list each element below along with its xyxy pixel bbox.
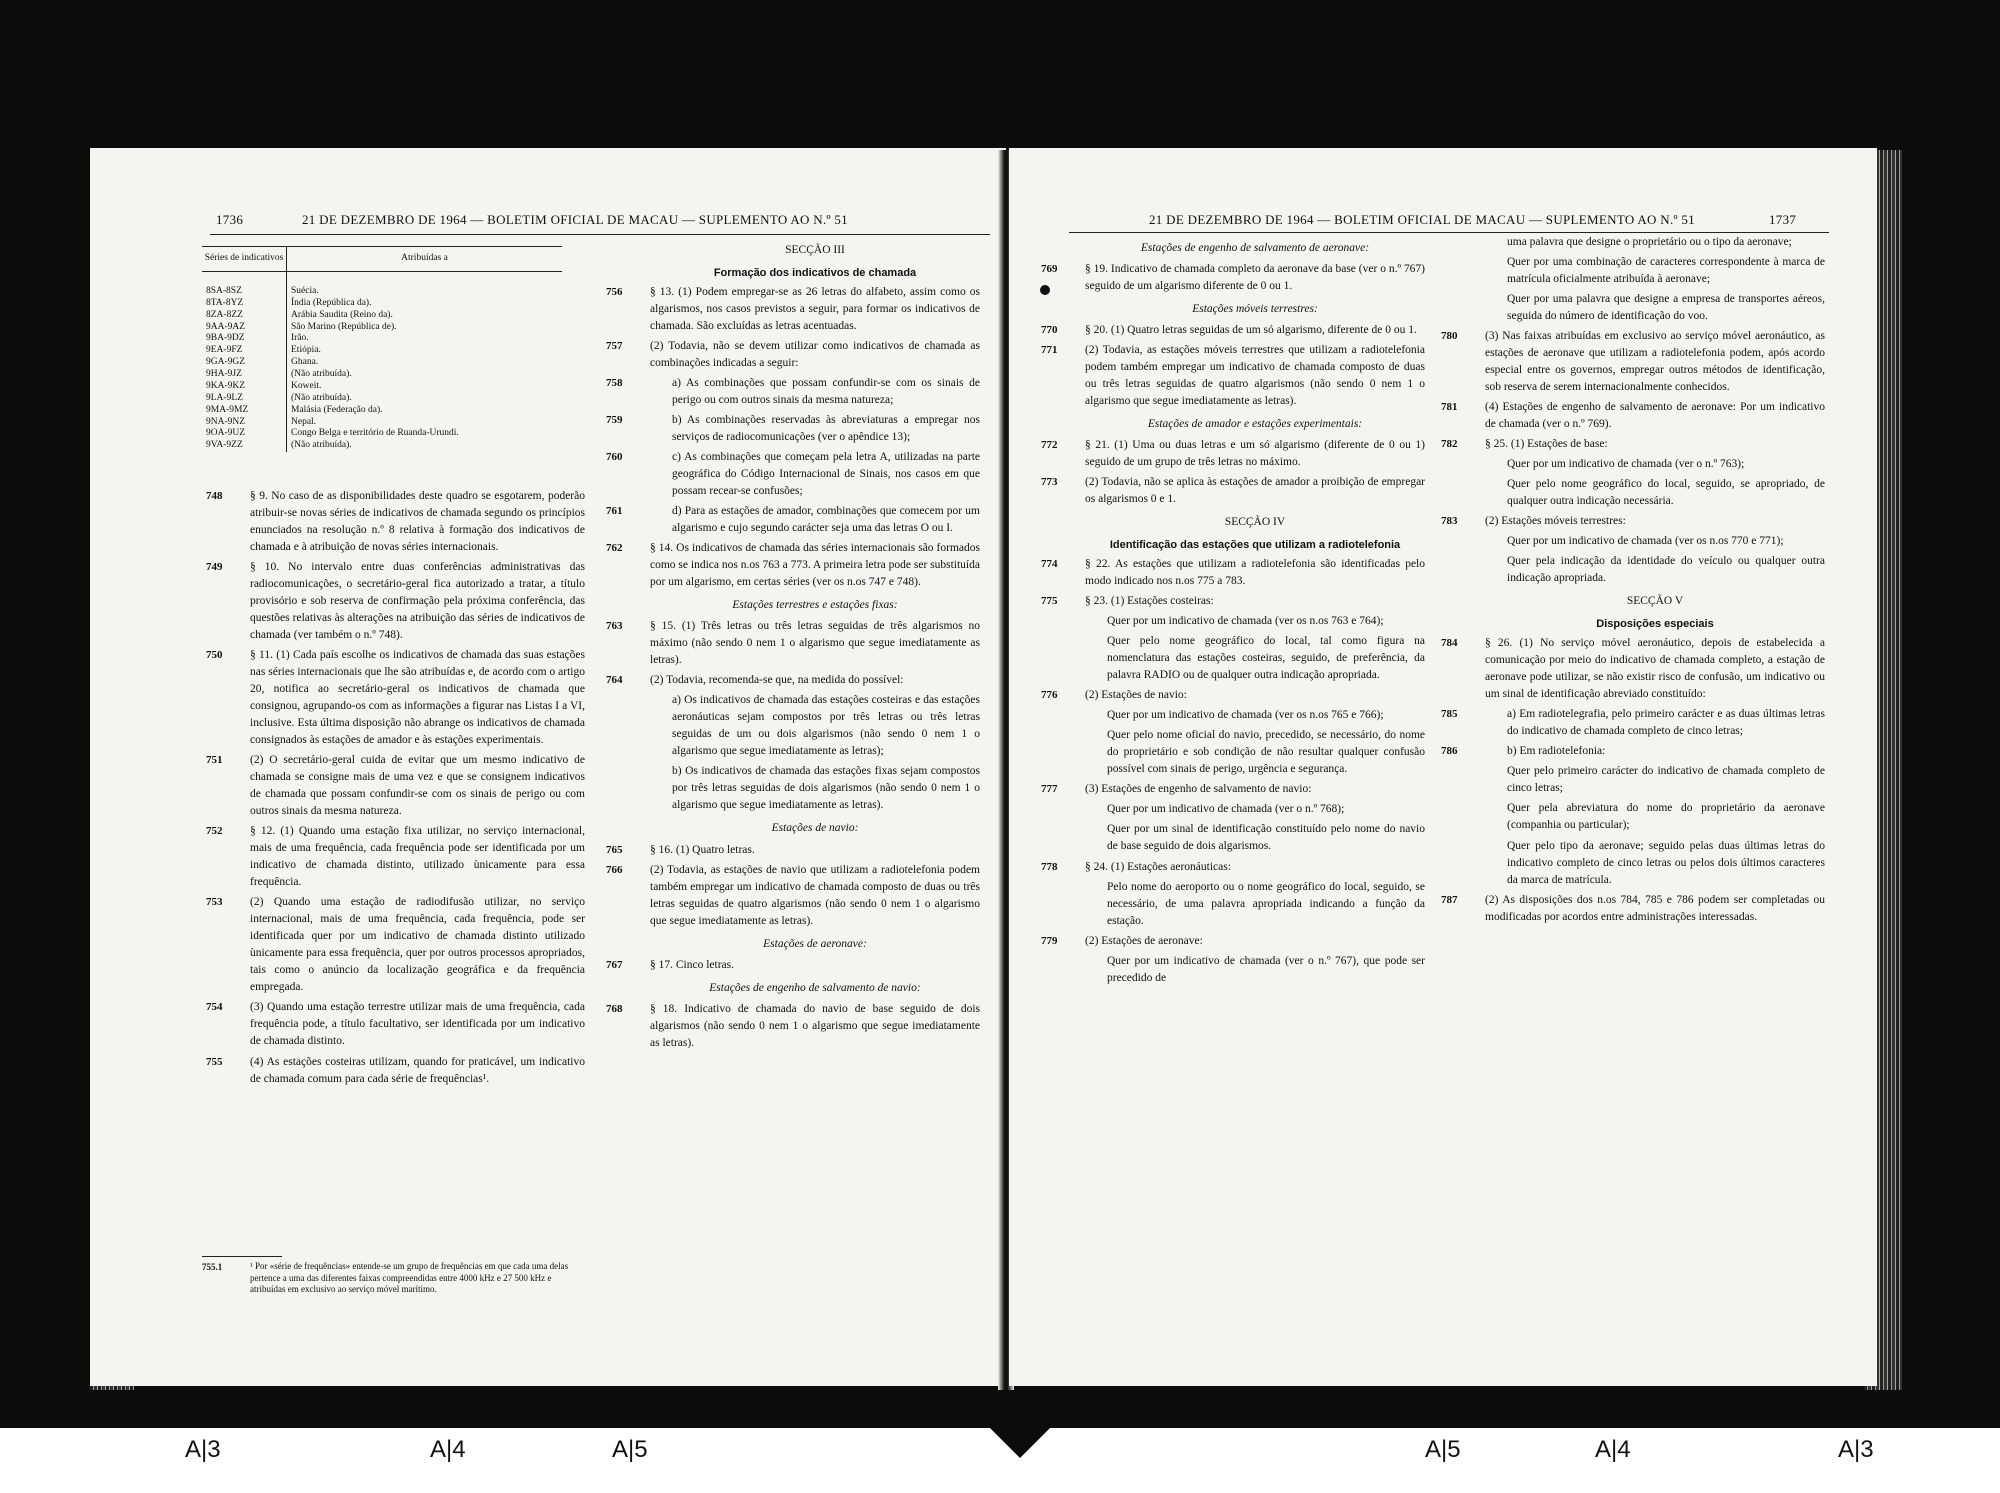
paragraph <box>606 618 980 669</box>
paragraph <box>1041 474 1425 508</box>
paragraph <box>1041 781 1425 798</box>
paragraph-text: Quer por um indicativo de chamada (ver o n.º 767), que pode ser precedido de <box>1107 954 1425 984</box>
paragraph-number: 765 <box>606 843 623 856</box>
subheading: Estações terrestres e estações fixas: <box>732 599 898 612</box>
paragraph <box>206 647 585 749</box>
paragraph-number: 780 <box>1441 330 1458 343</box>
paragraph-text: § 19. Indicativo de chamada completo da aeronave da base (ver o n.º 767) seguido de um algarismo diferente de 0 ou 1. <box>1085 263 1425 293</box>
footnote-text: ¹ Por «série de frequências» entende-se um grupo de frequências em que cada uma delas pertence a uma das diferentes faixas compreendidas entre 4000 kHz e 27 500 kHz e atribuídas em exclusivo ao serviço móvel marítimo. <box>250 1261 569 1295</box>
paragraph-text: § 15. (1) Três letras ou três letras seguidas de três algarismos no máximo (não sendo 0 nem 1 o algarismo que segue imediatamente as letras). <box>650 620 980 667</box>
paragraph <box>206 488 585 556</box>
paragraph-number: 779 <box>1041 934 1058 947</box>
paragraph-number: 754 <box>206 1001 223 1014</box>
film-marker: A|5 <box>612 1436 648 1463</box>
paragraph-text: a) Em radiotelegrafia, pelo primeiro carácter e as duas últimas letras do indicativo de chamada completo de cinco letras; <box>1507 708 1825 738</box>
paragraph <box>1041 859 1425 876</box>
paragraph-number: 751 <box>206 754 223 767</box>
paragraph-number: 787 <box>1441 893 1458 906</box>
paragraph-text: (2) O secretário-geral cuida de evitar que um mesmo indicativo de chamada se consigne mais de uma vez e que se consignem indicativos de chamada que possam confundir-se com os sinais de perigo ou com outros sinais da mesma natureza. <box>250 754 585 818</box>
series-code: 8SA-8SZ <box>202 271 287 297</box>
series-code: 9MA-9MZ <box>202 405 287 417</box>
table-row <box>202 369 562 381</box>
paragraph-text: § 13. (1) Podem empregar-se as 26 letras do alfabeto, assim como os algarismos, nos casos previstos a seguir, para formar os indicativos de chamada. São excluídas as letras acentuadas. <box>650 286 980 333</box>
paragraph-text: Quer pelo nome oficial do navio, precedido, se necessário, do nome do proprietário e sob condição de não resultar qualquer confusão possível com sinais de perigo, urgência e segurança. <box>1107 729 1425 776</box>
subheading: Estações de aeronave: <box>763 937 867 950</box>
paragraph-number: 782 <box>1441 438 1458 451</box>
paragraph-text: Quer pelo primeiro carácter do indicativo de chamada completo de cinco letras; <box>1507 765 1825 795</box>
paragraph <box>606 412 980 446</box>
paragraph-number: 781 <box>1441 401 1458 414</box>
paragraph-text: Pelo nome do aeroporto ou o nome geográfico do local, seguido, se necessário, de uma palavra apropriada indicando a função da estação. <box>1107 880 1425 927</box>
paragraph <box>1041 687 1425 704</box>
table-row <box>202 393 562 405</box>
paragraph-text: (2) Quando uma estação de radiodifusão utilizar, no serviço internacional, mais de uma frequência, cada frequência, pode ser identificada quer por um indicativo de chamada distinto utilizado ùnicamente para essa frequência, quer por outros processos apropriados, tais como o anúncio da localização geográfica e da frequência empregada. <box>250 896 585 994</box>
section-title: Disposições especiais <box>1596 618 1714 631</box>
paragraph-text: b) As combinações reservadas às abreviaturas a empregar nos serviços de radiocomunicações (ver o apêndice 13); <box>672 414 980 444</box>
paragraph-text: Quer por um indicativo de chamada (ver o n.º 763); <box>1507 458 1745 471</box>
series-country: (Não atribuída). <box>291 369 352 379</box>
paragraph-text: b) Os indicativos de chamada das estações fixas sejam compostos por três letras seguidas de dois algarismos (não sendo 0 nem 1 o algarismo que segue imediatamente as letras). <box>672 765 980 812</box>
paragraph-text: a) As combinações que possam confundir-se com os sinais de perigo ou com outros sinais da mesma natureza; <box>672 377 980 407</box>
paragraph <box>206 752 585 820</box>
paragraph <box>1485 800 1825 834</box>
paragraph-number: 766 <box>606 863 623 876</box>
paragraph-number: 783 <box>1441 515 1458 528</box>
paragraph-text: c) As combinações que começam pela letra A, utilizadas na parte geográfica do Código Internacional de Sinais, nos casos em que possam recear-se confusões; <box>672 451 980 498</box>
header-rule <box>210 234 990 235</box>
paragraph-number: 770 <box>1041 324 1058 337</box>
paragraph <box>1085 633 1425 684</box>
right-running-header: 21 DE DEZEMBRO DE 1964 — BOLETIM OFICIAL DE MACAU — SUPLEMENTO AO N.º 51 <box>1149 212 1695 227</box>
paragraph-number: 750 <box>206 649 223 662</box>
paragraph-number: 755 <box>206 1055 223 1068</box>
section-iii-label: SECÇÃO III <box>785 244 845 256</box>
paragraph <box>606 540 980 591</box>
subheading: Estações de amador e estações experimentais: <box>1147 418 1363 431</box>
paragraph <box>606 842 980 859</box>
paragraph-text: § 12. (1) Quando uma estação fixa utilizar, no serviço internacional, mais de uma frequência, cada frequência pode ser identificada por um indicativo de chamada distinto, utilizado ùnicamente para essa frequência. <box>250 825 585 889</box>
paragraph <box>1041 342 1425 410</box>
right-column-1 <box>1041 234 1425 990</box>
paragraph-number: 752 <box>206 825 223 838</box>
paragraph <box>1485 763 1825 797</box>
series-code: 8TA-8YZ <box>202 298 287 310</box>
paragraph-text: (3) Nas faixas atribuídas em exclusivo ao serviço móvel aeronáutico, as estações de aeronave que utilizam a radiotelefonia podem, após acordo especial entre os governos, empregar outros métodos de identificação, sob reserva de serem internacionalmente conhecidos. <box>1485 330 1825 394</box>
series-country: Nepal. <box>291 416 317 427</box>
paragraph-number: 775 <box>1041 595 1058 608</box>
paragraph <box>1085 953 1425 987</box>
paragraph-number: 771 <box>1041 344 1058 357</box>
paragraph <box>1485 533 1825 550</box>
paragraph-number: 768 <box>606 1002 623 1015</box>
series-code: 9VA-9ZZ <box>202 440 287 452</box>
left-page <box>90 148 1006 1386</box>
paragraph-text: § 25. (1) Estações de base: <box>1485 438 1608 451</box>
paragraph-text: § 14. Os indicativos de chamada das séries internacionais são formados como se indica nos n.os 763 a 773. A primeira letra pode ser substituída por um algarismo, em certas séries (ver os n.os 747 e 748). <box>650 542 980 589</box>
right-column-2 <box>1441 234 1825 929</box>
table-row <box>202 440 562 452</box>
paragraph-number: 784 <box>1441 637 1458 650</box>
paragraph-text: § 22. As estações que utilizam a radiotelefonia são identificadas pelo modo indicado nos n.os 775 a 783. <box>1085 558 1425 588</box>
paragraph <box>1085 879 1425 930</box>
paragraph <box>1041 556 1425 590</box>
paragraph-number: 776 <box>1041 689 1058 702</box>
paragraph-number: 756 <box>606 286 623 299</box>
paragraph <box>1485 291 1825 325</box>
paragraph-text: Quer por uma palavra que designe a empresa de transportes aéreos, seguida do número de identificação do voo. <box>1507 293 1825 323</box>
paragraph <box>1041 593 1425 610</box>
paragraph <box>1041 261 1425 295</box>
paragraph-text: § 24. (1) Estações aeronáuticas: <box>1085 860 1231 873</box>
paragraph <box>206 1054 585 1088</box>
film-notch <box>990 1428 1050 1458</box>
series-code: 9HA-9JZ <box>202 369 287 381</box>
paragraph-number: 764 <box>606 674 623 687</box>
paragraph-text: (2) Todavia, não se devem utilizar como indicativos de chamada as combinações indicadas a seguir: <box>650 340 980 370</box>
left-running-header: 21 DE DEZEMBRO DE 1964 — BOLETIM OFICIAL DE MACAU — SUPLEMENTO AO N.º 51 <box>302 212 848 227</box>
series-country: São Marino (República de). <box>291 321 397 332</box>
paragraph-number: 767 <box>606 958 623 971</box>
subheading: Estações de engenho de salvamento de navio: <box>709 981 921 994</box>
paragraph <box>1441 635 1825 703</box>
table-row <box>202 271 562 297</box>
paragraph-text: (2) Todavia, as estações móveis terrestres que utilizam a radiotelefonia podem também empregar um indicativo de chamada composto de duas ou três letras seguidas de quatro algarismos (não sendo 0 nem 1 o algarismo que segue imediatamente as letras). <box>1085 344 1425 408</box>
paragraph-number: 748 <box>206 490 223 502</box>
paragraph-text: § 18. Indicativo de chamada do navio de base seguido de dois algarismos (não sendo 0 nem 1 o algarismo que segue imediatamente as letras). <box>650 1002 980 1049</box>
paragraph-text: Quer pelo nome geográfico do local, seguido, se apropriado, de qualquer outra indicação necessária. <box>1507 478 1825 508</box>
table-row <box>202 322 562 334</box>
paragraph-text: Quer por um indicativo de chamada (ver os n.os 765 e 766); <box>1107 709 1384 722</box>
paragraph-text: (2) Todavia, recomenda-se que, na medida do possível: <box>650 674 904 687</box>
table-row <box>202 345 562 357</box>
series-country: Índia (República da). <box>291 297 372 308</box>
table-header-series: Séries de indicativos <box>202 247 287 272</box>
table-row <box>202 405 562 417</box>
paragraph <box>606 375 980 409</box>
paragraph <box>606 503 980 537</box>
subheading: Estações de engenho de salvamento de aeronave: <box>1140 242 1370 254</box>
paragraph <box>206 894 585 996</box>
paragraph-text: (2) Todavia, as estações de navio que utilizam a radiotelefonia podem também empregar um indicativo de chamada composto de duas ou três letras seguidas de quatro algarismos (não sendo 0 nem 1 o algarismo que segue imediatamente as letras). <box>650 863 980 927</box>
paragraph-number: 772 <box>1041 439 1058 452</box>
series-code: 8ZA-8ZZ <box>202 310 287 322</box>
left-page-number: 1736 <box>216 212 244 227</box>
paragraph-number: 786 <box>1441 745 1458 758</box>
series-code: 9AA-9AZ <box>202 322 287 334</box>
paragraph-text: Quer por um indicativo de chamada (ver os n.os 770 e 771); <box>1507 535 1784 548</box>
right-page-number: 1737 <box>1769 212 1797 227</box>
paragraph <box>606 1001 980 1052</box>
series-code: 9KA-9KZ <box>202 381 287 393</box>
film-marker: A|4 <box>430 1436 466 1463</box>
paragraph <box>1441 328 1825 396</box>
paragraph-text: § 26. (1) No serviço móvel aeronáutico, depois de estabelecida a comunicação por meio do indicativo de chamada completo, a estação de aeronave pode utilizar, se não existir risco de confusão, um indicativo ou um sinal de identificação abreviado constituído: <box>1485 637 1825 701</box>
paragraph <box>1485 553 1825 587</box>
header-rule-right <box>1069 232 1829 233</box>
paragraph-text: § 9. No caso de as disponibilidades deste quadro se esgotarem, poderão atribuir-se novas séries de indicativos de chamada segundo os princípios enunciados na resolução n.º 8 relativa à formação dos indicativos de chamada e à atribuição de novas séries internacionais. <box>250 490 585 554</box>
right-page <box>1009 148 1877 1386</box>
paragraph-text: § 10. No intervalo entre duas conferências administrativas das radiocomunicações, o secretário-geral fica autorizado a tratar, a título provisório e sob reserva de confirmação pela próxima conferência, das questões relativas às alterações na atribuição das séries de indicativos de chamada (ver também o n.º 748). <box>250 561 585 642</box>
series-country: Malásia (Federação da). <box>291 404 383 415</box>
paragraph-text: uma palavra que designe o proprietário ou o tipo da aeronave; <box>1507 236 1792 248</box>
paragraph-text: (3) Quando uma estação terrestre utilizar mais de uma frequência, cada frequência pode, a título facultativo, ser identificada por um indicativo de chamada distinto. <box>250 1001 585 1048</box>
series-country: Arábia Saudita (Reino da). <box>291 309 393 320</box>
series-country: (Não atribuída). <box>291 440 352 451</box>
table-row <box>202 417 562 429</box>
paragraph-text: Quer por uma combinação de caracteres correspondente à marca de matrícula oficialmente atribuída à aeronave; <box>1507 256 1825 286</box>
paragraph-text: Quer pelo nome geográfico do local, tal como figura na nomenclatura das estações costeiras, seguido, de preferência, da palavra RADIO ou de qualquer outra indicação apropriada. <box>1107 635 1425 682</box>
paragraph-number: 753 <box>206 896 223 909</box>
film-marker: A|3 <box>1838 1436 1874 1463</box>
section-iii-title: Formação dos indicativos de chamada <box>713 267 917 280</box>
section-label: SECÇÃO IV <box>1224 516 1286 529</box>
table-header-assigned: Atribuídas a <box>287 247 563 272</box>
paragraph-number: 763 <box>606 620 623 633</box>
paragraph-text: d) Para as estações de amador, combinações que comecem por um algarismo e cujo segundo carácter seja uma das letras O ou I. <box>672 505 980 535</box>
paragraph-text: (2) Estações móveis terrestres: <box>1485 515 1626 528</box>
paragraph-number: 773 <box>1041 476 1058 489</box>
series-code: 9BA-9DZ <box>202 333 287 345</box>
series-code: 9LA-9LZ <box>202 393 287 405</box>
paragraph <box>1441 892 1825 926</box>
paragraph <box>1441 436 1825 453</box>
paragraph <box>1485 476 1825 510</box>
bullet-mark <box>1040 285 1050 295</box>
series-country: Suécia. <box>291 285 319 296</box>
paragraph-number: 758 <box>606 377 623 390</box>
paragraph <box>650 692 980 760</box>
paragraph <box>1441 743 1825 760</box>
paragraph-text: Quer por um sinal de identificação constituído pelo nome do navio de base seguido de dois algarismos. <box>1107 823 1425 853</box>
paragraph <box>606 449 980 500</box>
paragraph-text: b) Em radiotelefonia: <box>1507 745 1606 758</box>
paragraph-number: 759 <box>606 414 623 427</box>
paragraph <box>1041 322 1425 339</box>
paragraph-text: § 21. (1) Uma ou duas letras e um só algarismo (diferente de 0 ou 1) seguido de um grupo de três letras no máximo. <box>1085 439 1425 469</box>
film-marker: A|3 <box>185 1436 221 1463</box>
table-row <box>202 357 562 369</box>
paragraph-text: (2) As disposições dos n.os 784, 785 e 786 podem ser completadas ou modificadas por acordos entre administrações interessadas. <box>1485 893 1825 923</box>
paragraph <box>1441 399 1825 433</box>
paragraph <box>650 763 980 814</box>
left-column-2 <box>606 236 980 1055</box>
paragraph <box>1085 613 1425 630</box>
footnote <box>202 1256 585 1296</box>
paragraph <box>1441 706 1825 740</box>
paragraph-number: 757 <box>606 340 623 353</box>
film-marker: A|5 <box>1425 1436 1461 1463</box>
paragraph <box>1441 513 1825 530</box>
paragraph-text: Quer pela abreviatura do nome do proprietário da aeronave (companhia ou particular); <box>1507 802 1825 832</box>
paragraph <box>1485 254 1825 288</box>
series-country: Koweit. <box>291 380 322 391</box>
paragraph <box>206 999 585 1050</box>
paragraph <box>606 862 980 930</box>
series-country: Etiópia. <box>291 345 321 356</box>
table-row <box>202 333 562 345</box>
paragraph-number: 774 <box>1041 558 1058 571</box>
series-code: 9NA-9NZ <box>202 417 287 429</box>
paragraph <box>606 672 980 689</box>
subheading: Estações móveis terrestres: <box>1192 303 1318 316</box>
paragraph-text: (4) Estações de engenho de salvamento de aeronave: Por um indicativo de chamada (ver o n.º 769). <box>1485 401 1825 431</box>
paragraph <box>1085 801 1425 818</box>
paragraph <box>1085 707 1425 724</box>
paragraph-text: (3) Estações de engenho de salvamento de navio: <box>1085 783 1312 796</box>
paragraph-number: 785 <box>1441 708 1458 721</box>
series-country: (Não atribuída). <box>291 392 352 403</box>
paragraph <box>1485 234 1825 251</box>
paragraph <box>1041 933 1425 950</box>
paragraph-text: Quer por um indicativo de chamada (ver os n.os 763 e 764); <box>1107 615 1384 628</box>
paragraph-text: a) Os indicativos de chamada das estações costeiras e das estações aeronáuticas sejam compostos por três letras ou três letras seguidas de um ou dois algarismos (não sendo 0 nem 1 o algarismo que segue imediatamente as letras); <box>672 694 980 758</box>
paragraph-number: 762 <box>606 542 623 555</box>
paragraph-text: § 17. Cinco letras. <box>650 958 734 971</box>
paragraph <box>1085 821 1425 855</box>
paragraph <box>1485 456 1825 473</box>
paragraph-text: § 16. (1) Quatro letras. <box>650 843 755 856</box>
series-country: Ghana. <box>291 357 319 368</box>
paragraph-number: 749 <box>206 561 223 574</box>
series-code: 9GA-9GZ <box>202 357 287 369</box>
paragraph <box>206 823 585 891</box>
paragraph-text: (2) Estações de aeronave: <box>1085 934 1203 947</box>
paragraph-text: § 11. (1) Cada país escolhe os indicativos de chamada das suas estações nas séries internacionais que lhe são atribuídas e, de acordo com o artigo 20, notifica ao secretário-geral os indicativos de chamada que consignou, agrupando-os com as informações a figurar nas Listas I a VI, inclusive. Esta última disposição não abrange os indicativos de chamada consignados às estações de amador e às estações experimentais. <box>250 649 585 747</box>
series-country: Congo Belga e território de Ruanda-Urundi. <box>291 428 459 439</box>
subheading: Estações de navio: <box>771 822 859 835</box>
table-row <box>202 310 562 322</box>
paragraph-number: 761 <box>606 505 623 518</box>
paragraph <box>1085 727 1425 778</box>
paragraph-number: 778 <box>1041 860 1058 873</box>
paragraph-text: § 20. (1) Quatro letras seguidas de um só algarismo, diferente de 0 ou 1. <box>1085 324 1417 337</box>
paragraph-number: 760 <box>606 451 623 464</box>
paragraph-text: Quer pelo tipo da aeronave; seguido pelas duas últimas letras do indicativo completo de cinco letras ou pelos dois últimos caracteres da marca de matrícula. <box>1507 839 1825 886</box>
paragraph-number: 769 <box>1041 263 1058 276</box>
paragraph-text: (2) Todavia, não se aplica às estações de amador a proibição de empregar os algarismos 0 e 1. <box>1085 476 1425 506</box>
paragraph <box>1485 838 1825 889</box>
paragraph <box>606 338 980 372</box>
series-code: 9EA-9FZ <box>202 345 287 357</box>
paragraph <box>1041 437 1425 471</box>
left-column-1 <box>206 488 585 1091</box>
paragraph <box>606 284 980 335</box>
film-marker: A|4 <box>1595 1436 1631 1463</box>
left-column-2-body <box>606 284 980 1052</box>
table-row <box>202 428 562 440</box>
paragraph <box>206 559 585 644</box>
series-country: Irão. <box>291 333 309 344</box>
section-title: Identificação das estações que utilizam a radiotelefonia <box>1109 539 1401 552</box>
paragraph-text: (4) As estações costeiras utilizam, quando for praticável, um indicativo de chamada comum para cada série de frequências¹. <box>250 1055 585 1085</box>
paragraph-text: Quer por um indicativo de chamada (ver o n.º 768); <box>1107 803 1345 816</box>
paragraph-text: § 23. (1) Estações costeiras: <box>1085 595 1214 608</box>
series-table-body <box>202 271 562 452</box>
table-row <box>202 298 562 310</box>
section-label: SECÇÃO V <box>1626 595 1684 608</box>
paragraph <box>606 957 980 974</box>
footnote-number: 755.1 <box>202 1262 223 1272</box>
table-row <box>202 381 562 393</box>
paragraph-text: (2) Estações de navio: <box>1085 689 1187 702</box>
series-code: 9OA-9UZ <box>202 428 287 440</box>
paragraph-text: Quer pela indicação da identidade do veículo ou qualquer outra indicação apropriada. <box>1507 555 1825 585</box>
paragraph-number: 777 <box>1041 783 1058 796</box>
series-table <box>202 246 562 452</box>
